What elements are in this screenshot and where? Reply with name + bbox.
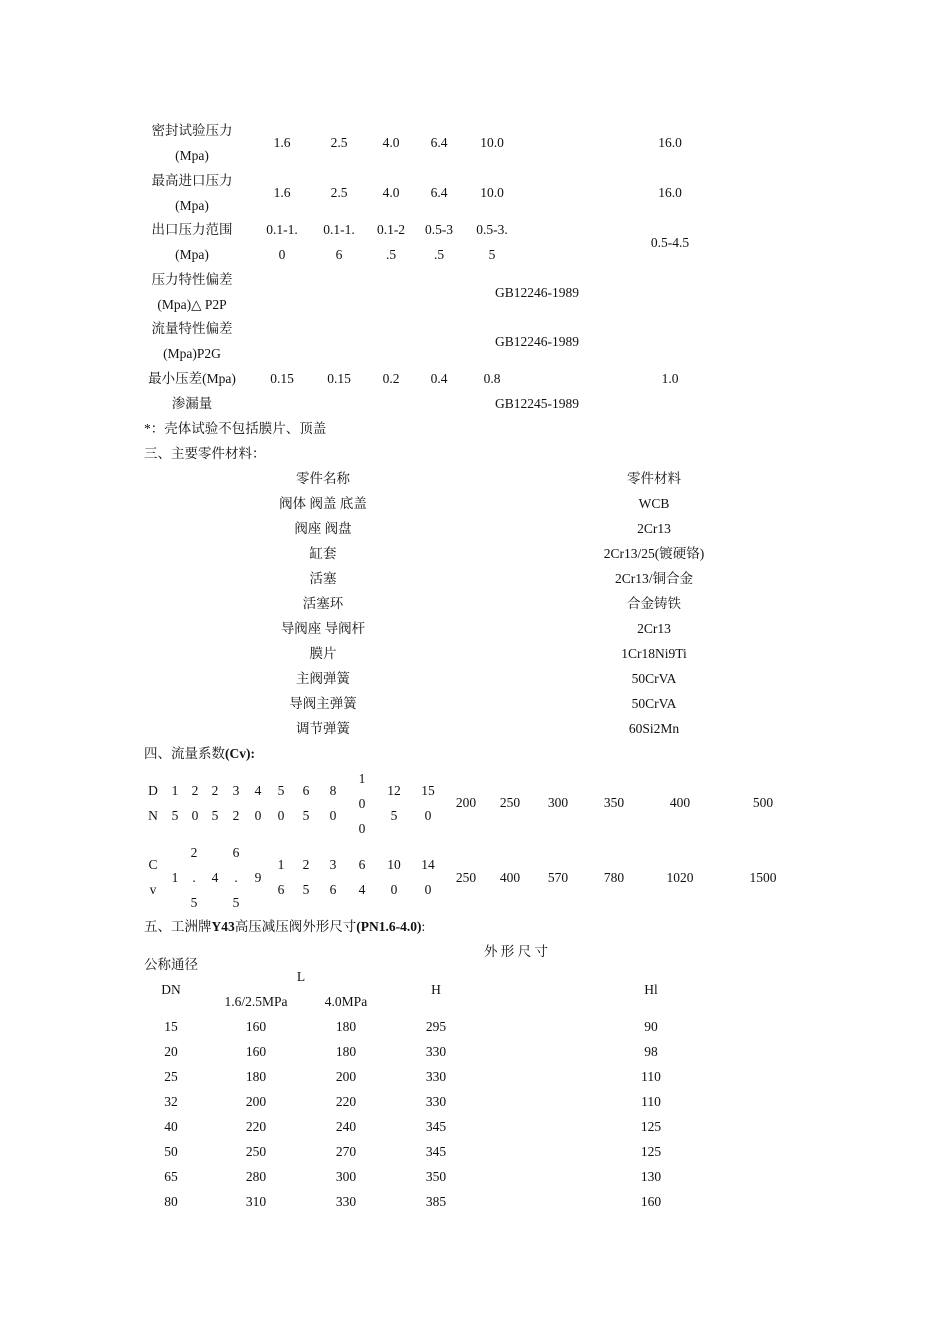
row-label-unit: (Mpa) — [175, 148, 209, 163]
dn-digit: 6 — [302, 783, 310, 798]
row-label-unit: (Mpa) — [175, 247, 209, 262]
l2-cell: 220 — [335, 1094, 357, 1109]
cv-value: 400 — [499, 870, 521, 885]
h1-cell: 160 — [640, 1194, 662, 1209]
h-cell: 295 — [425, 1019, 447, 1034]
cv-digit: 5 — [232, 895, 240, 910]
l1-cell: 200 — [245, 1094, 267, 1109]
part-name: 活塞 — [309, 571, 337, 586]
l1-cell: 160 — [245, 1044, 267, 1059]
cell: 1.6 — [273, 185, 291, 200]
l1-cell: 180 — [245, 1069, 267, 1084]
dn-value: 500 — [752, 795, 774, 810]
dn-digit: 5 — [171, 808, 179, 823]
cell: 4.0 — [382, 185, 400, 200]
cv-value: 780 — [603, 870, 625, 885]
l1-cell: 280 — [245, 1169, 267, 1184]
dn-digit: 15 — [421, 783, 435, 798]
column-header: DN — [161, 982, 181, 997]
h1-cell: 125 — [640, 1119, 662, 1134]
dn-value: 300 — [547, 795, 569, 810]
dn-digit: 5 — [302, 808, 310, 823]
l2-cell: 300 — [335, 1169, 357, 1184]
cell: 0.15 — [270, 371, 294, 386]
row-label: 密封试验压力 — [151, 123, 233, 138]
column-header: 零件名称 — [296, 471, 350, 486]
dn-digit: 2 — [191, 783, 199, 798]
cell: 0.4 — [430, 371, 448, 386]
part-name: 阀座 阀盘 — [294, 521, 352, 536]
cv-value: 250 — [455, 870, 477, 885]
column-header: 1.6/2.5MPa — [224, 994, 288, 1009]
cv-value: 570 — [547, 870, 569, 885]
h1-cell: 90 — [644, 1019, 658, 1034]
dn-digit: 12 — [387, 783, 401, 798]
group-header: 外 形 尺 寸 — [483, 944, 549, 959]
cell: 0.1-1. — [266, 222, 298, 237]
l2-cell: 240 — [335, 1119, 357, 1134]
dn-cell: 40 — [164, 1119, 178, 1134]
cell: 2.5 — [330, 135, 348, 150]
cv-digit: 10 — [387, 857, 401, 872]
l2-cell: 270 — [335, 1144, 357, 1159]
dn-label: D — [148, 783, 158, 798]
cv-digit: 1 — [171, 870, 179, 885]
h-cell: 330 — [425, 1044, 447, 1059]
dn-digit: 0 — [254, 808, 262, 823]
cell: 0.5-3 — [424, 222, 454, 237]
cell-standard: GB12246-1989 — [495, 285, 579, 300]
h1-cell: 110 — [641, 1069, 661, 1084]
row-label: 最高进口压力 — [151, 173, 233, 188]
dn-value: 200 — [455, 795, 477, 810]
cell: .5 — [385, 247, 397, 262]
cv-digit: . — [192, 870, 196, 885]
cv-digit: 9 — [254, 870, 262, 885]
part-material: 50CrVA — [631, 696, 677, 711]
cv-digit: 6 — [232, 845, 240, 860]
part-material: 2Cr13 — [637, 521, 671, 536]
h1-cell: 125 — [640, 1144, 662, 1159]
cv-digit: . — [234, 870, 238, 885]
l2-cell: 200 — [335, 1069, 357, 1084]
l1-cell: 220 — [245, 1119, 267, 1134]
part-name: 主阀弹簧 — [296, 671, 350, 686]
dn-digit: 0 — [358, 796, 366, 811]
cell: 0.5-3. — [476, 222, 508, 237]
cv-digit: 6 — [329, 882, 337, 897]
l2-cell: 180 — [335, 1019, 357, 1034]
h-cell: 345 — [425, 1119, 447, 1134]
dn-cell: 80 — [164, 1194, 178, 1209]
dn-cell: 65 — [164, 1169, 178, 1184]
h-cell: 385 — [425, 1194, 447, 1209]
cv-digit: 3 — [329, 857, 337, 872]
part-material: 合金铸铁 — [627, 596, 681, 611]
row-label: 压力特性偏差 — [151, 272, 233, 287]
dn-digit: 0 — [424, 808, 432, 823]
cv-digit: 14 — [421, 857, 435, 872]
part-name: 导阀主弹簧 — [289, 696, 357, 711]
cv-digit: 0 — [424, 882, 432, 897]
dn-cell: 20 — [164, 1044, 178, 1059]
cv-digit: 6 — [277, 882, 285, 897]
part-material: 60Si2Mn — [628, 721, 680, 736]
cv-digit: 0 — [390, 882, 398, 897]
dn-digit: 3 — [232, 783, 240, 798]
cv-digit: 1 — [277, 857, 285, 872]
row-label: 出口压力范围 — [151, 222, 233, 237]
row-label-unit: (Mpa)P2G — [163, 346, 221, 361]
dn-digit: 4 — [254, 783, 262, 798]
l2-cell: 180 — [335, 1044, 357, 1059]
cell: 6 — [335, 247, 343, 262]
cell: 16.0 — [658, 185, 682, 200]
column-header: Hl — [644, 982, 658, 997]
cv-digit: 4 — [211, 870, 219, 885]
l1-cell: 250 — [245, 1144, 267, 1159]
h-cell: 330 — [425, 1094, 447, 1109]
row-label: 渗漏量 — [171, 396, 213, 411]
dn-digit: 0 — [358, 821, 366, 836]
part-name: 导阀座 导阀杆 — [280, 621, 366, 636]
dn-value: 350 — [603, 795, 625, 810]
dn-cell: 50 — [164, 1144, 178, 1159]
dn-digit: 8 — [329, 783, 337, 798]
part-material: 2Cr13/铜合金 — [614, 571, 694, 586]
column-header: L — [296, 969, 306, 984]
cell: 0.1-2 — [376, 222, 406, 237]
row-label: 流量特性偏差 — [151, 321, 233, 336]
column-header: 4.0MPa — [324, 994, 368, 1009]
part-material: 2Cr13 — [637, 621, 671, 636]
cell: 10.0 — [480, 185, 504, 200]
cell: 0.15 — [327, 371, 351, 386]
part-name: 活塞环 — [302, 596, 344, 611]
cv-label: v — [149, 882, 157, 897]
dn-digit: 2 — [232, 808, 240, 823]
cell: 2.5 — [330, 185, 348, 200]
dn-digit: 0 — [191, 808, 199, 823]
section-heading: 五、工洲牌Y43高压减压阀外形尺寸(PN1.6-4.0): — [144, 919, 426, 934]
dn-digit: 5 — [211, 808, 219, 823]
dn-value: 250 — [499, 795, 521, 810]
dn-cell: 25 — [164, 1069, 178, 1084]
cell: 0.1-1. — [323, 222, 355, 237]
cell: 1.6 — [273, 135, 291, 150]
dn-digit: 2 — [211, 783, 219, 798]
section-heading: 三、主要零件材料： — [144, 446, 266, 461]
l1-cell: 160 — [245, 1019, 267, 1034]
h-cell: 330 — [425, 1069, 447, 1084]
dn-cell: 15 — [164, 1019, 178, 1034]
cell: 0.8 — [483, 371, 501, 386]
part-name: 调节弹簧 — [296, 721, 350, 736]
column-header: 零件材料 — [627, 471, 681, 486]
cell: 10.0 — [480, 135, 504, 150]
cv-label: C — [148, 857, 158, 872]
part-name: 膜片 — [309, 646, 337, 661]
cell: 6.4 — [430, 135, 448, 150]
dn-label: N — [148, 808, 158, 823]
dn-digit: 5 — [277, 783, 285, 798]
h-cell: 345 — [425, 1144, 447, 1159]
cell-standard: GB12246-1989 — [495, 334, 579, 349]
cv-digit: 6 — [358, 857, 366, 872]
h1-cell: 130 — [640, 1169, 662, 1184]
column-header: 公称通径 — [144, 957, 198, 972]
l1-cell: 310 — [245, 1194, 267, 1209]
cell: 0 — [278, 247, 286, 262]
h1-cell: 98 — [644, 1044, 658, 1059]
row-label-unit: (Mpa)△ P2P — [157, 297, 227, 312]
dn-digit: 0 — [329, 808, 337, 823]
part-name: 缸套 — [309, 546, 337, 561]
dn-digit: 1 — [358, 771, 366, 786]
row-label: 最小压差(Mpa) — [148, 371, 236, 386]
dn-digit: 0 — [277, 808, 285, 823]
cell-standard: GB12245-1989 — [495, 396, 579, 411]
part-material: WCB — [638, 496, 670, 511]
part-material: 2Cr13/25(镀硬铬) — [603, 546, 705, 561]
cv-digit: 2 — [302, 857, 310, 872]
cv-value: 1020 — [666, 870, 694, 885]
part-material: 1Cr18Ni9Ti — [621, 646, 687, 661]
h1-cell: 110 — [641, 1094, 661, 1109]
cv-digit: 5 — [190, 895, 198, 910]
cell: 5 — [488, 247, 496, 262]
cell: 0.2 — [382, 371, 400, 386]
dn-value: 400 — [669, 795, 691, 810]
cell: 4.0 — [382, 135, 400, 150]
l2-cell: 330 — [335, 1194, 357, 1209]
section-heading: 四、流量系数(Cv): — [144, 746, 255, 761]
dn-digit: 5 — [390, 808, 398, 823]
cv-digit: 4 — [358, 882, 366, 897]
part-name: 阀体 阀盖 底盖 — [279, 496, 367, 511]
cell: .5 — [433, 247, 445, 262]
cv-digit: 2 — [190, 845, 198, 860]
part-material: 50CrVA — [631, 671, 677, 686]
h-cell: 350 — [425, 1169, 447, 1184]
cv-value: 1500 — [749, 870, 777, 885]
dn-digit: 1 — [171, 783, 179, 798]
row-label-unit: (Mpa) — [175, 198, 209, 213]
cv-digit: 5 — [302, 882, 310, 897]
cell: 6.4 — [430, 185, 448, 200]
column-header: H — [431, 982, 441, 997]
dn-cell: 32 — [164, 1094, 178, 1109]
cell: 0.5-4.5 — [650, 235, 690, 250]
cell: 16.0 — [658, 135, 682, 150]
cell: 1.0 — [661, 371, 679, 386]
table-note: *：壳体试验不包括膜片、顶盖 — [144, 421, 327, 436]
